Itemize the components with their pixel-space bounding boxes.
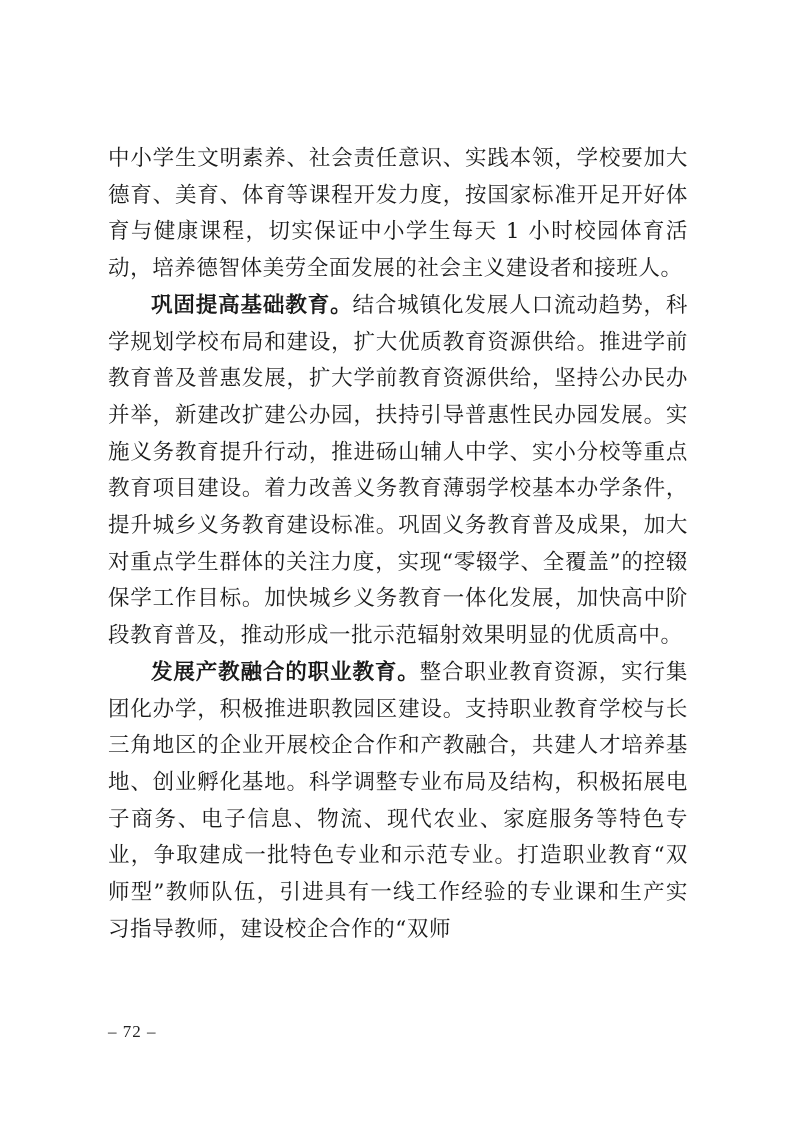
paragraph-2-text: 结合城镇化发展人口流动趋势，科学规划学校布局和建设，扩大优质教育资源供给。推进学前教育普及普惠发展，扩大学前教育资源供给，坚持公办民办并举，新建改扩建公办园，扶持引导普惠性民办园发展。实施义务教育提升行动，推进砀山辅人中学、实小分校等重点教育项目建设。着力改善义务教育薄弱学校基本办学条件，提升城乡义务教育建设标准。巩固义务教育普及成果，加大对重点学生群体的关注力度，实现“零辍学、全覆盖”的控辍保学工作目标。加快城乡义务教育一体化发展，加快高中阶段教育普及，推动形成一批示范辐射效果明显的优质高中。 <box>108 292 688 649</box>
paragraph-3-text: 整合职业教育资源，实行集团化办学，积极推进职教园区建设。支持职业教育学校与长三角地区的企业开展校企合作和产教融合，共建人才培养基地、创业孵化基地。科学调整专业布局及结构，积极拓展电子商务、电子信息、物流、现代农业、家庭服务等特色专业，争取建成一批特色专业和示范专业。打造职业教育“双师型”教师队伍，引进具有一线工作经验的专业课和生产实习指导教师，建设校企合作的“双师 <box>108 659 689 942</box>
page-number: – 72 – <box>108 1022 157 1041</box>
paragraph-3 <box>108 655 688 949</box>
paragraph-1 <box>108 141 688 288</box>
body-text <box>108 141 688 948</box>
paragraph-2 <box>108 288 688 655</box>
paragraph-1-text: 中小学生文明素养、社会责任意识、实践本领，学校要加大德育、美育、体育等课程开发力度，按国家标准开足开好体育与健康课程，切实保证中小学生每天 1 小时校园体育活动，培养德智体美劳全面发展的社会主义建设者和接班人。 <box>108 146 688 282</box>
paragraph-2-heading: 巩固提高基础教育。 <box>151 292 353 318</box>
paragraph-3-heading: 发展产教融合的职业教育。 <box>151 659 420 685</box>
